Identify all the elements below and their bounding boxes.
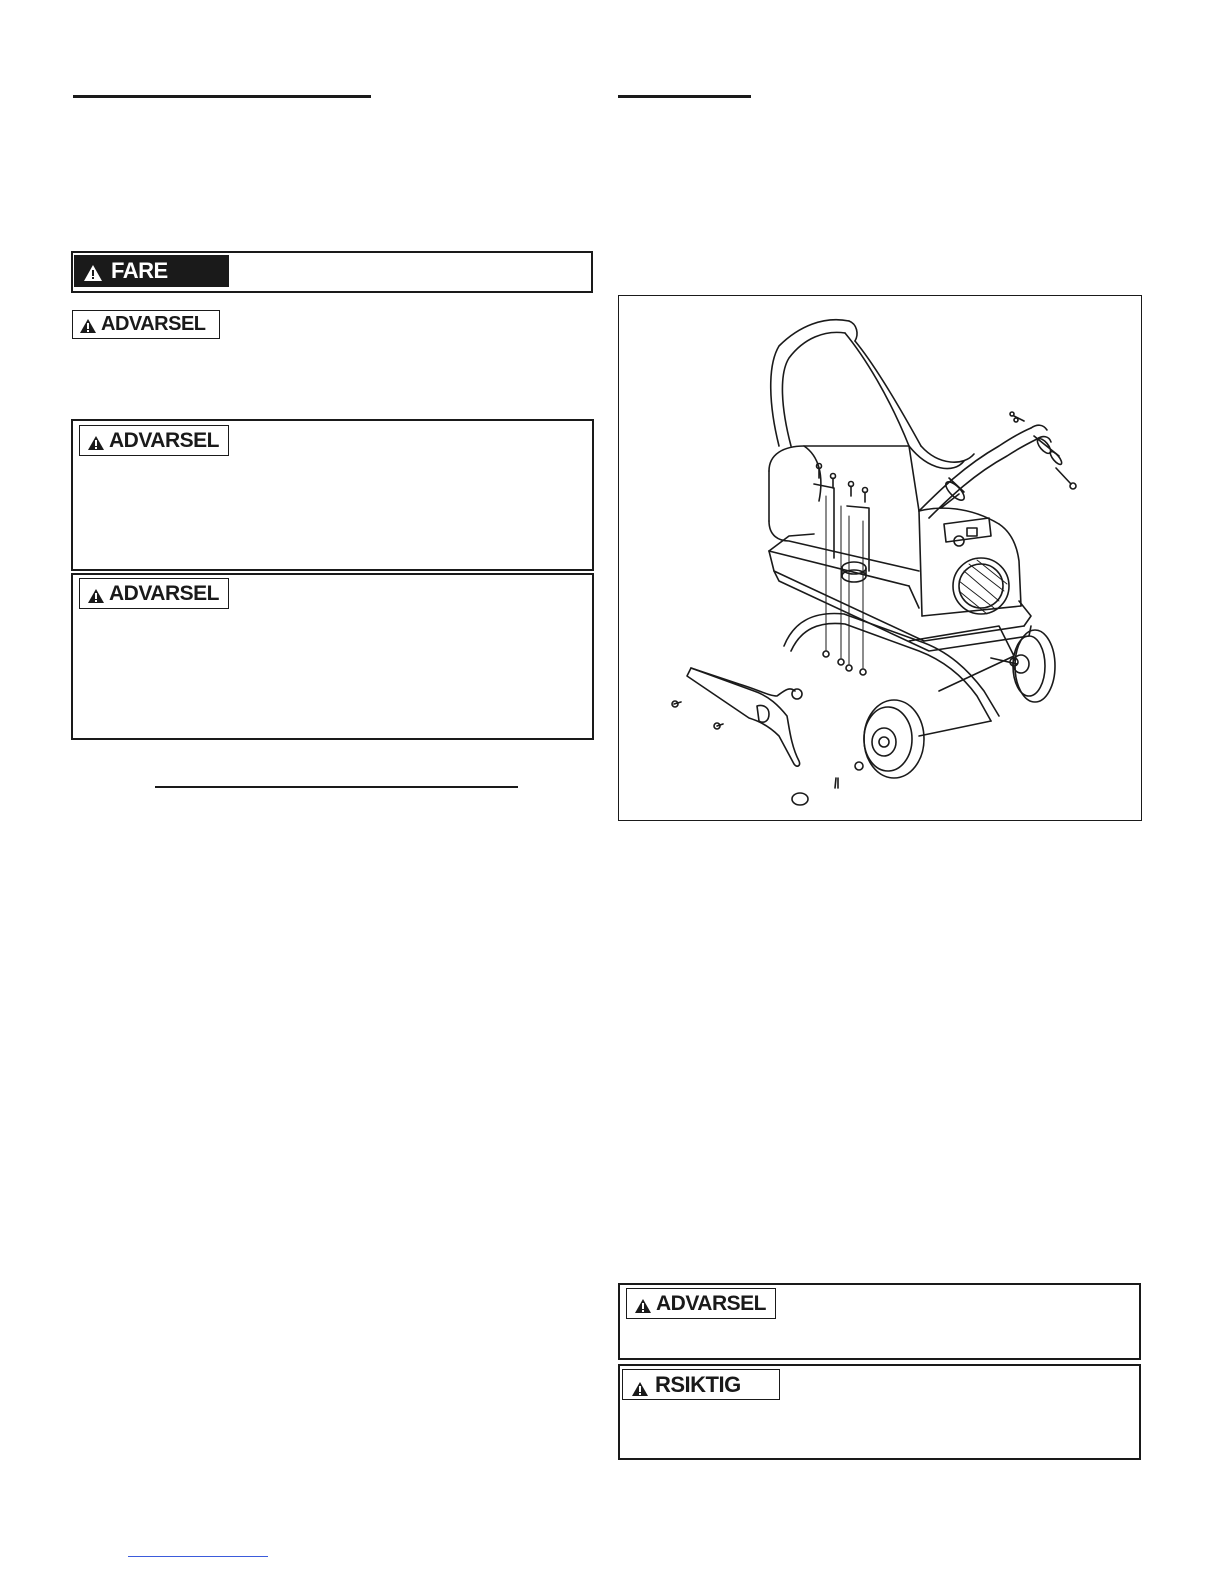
warning-triangle-icon bbox=[87, 433, 105, 449]
footer-link-underline[interactable] bbox=[128, 1556, 268, 1557]
warning-label-box-2 bbox=[79, 578, 229, 609]
warning-triangle-icon bbox=[634, 1296, 652, 1312]
warning-triangle-icon bbox=[79, 317, 97, 333]
caution-label-text: RSIKTIG bbox=[655, 1371, 741, 1397]
subheading-rule bbox=[155, 786, 518, 788]
warning-label-standalone bbox=[72, 310, 220, 339]
warning-label-text: ADVARSEL bbox=[101, 313, 206, 335]
warning-label-right bbox=[626, 1288, 776, 1319]
danger-label-text: FARE bbox=[111, 258, 168, 283]
warning-label-text: ADVARSEL bbox=[109, 581, 219, 605]
assembly-figure bbox=[618, 295, 1142, 821]
caution-label bbox=[622, 1369, 780, 1400]
heater-assembly-illustration bbox=[619, 296, 1141, 820]
danger-label bbox=[74, 255, 229, 287]
warning-label-box-1 bbox=[79, 425, 229, 456]
warning-label-text: ADVARSEL bbox=[656, 1291, 766, 1315]
warning-label-text: ADVARSEL bbox=[109, 428, 219, 452]
left-heading-rule bbox=[73, 95, 371, 98]
warning-triangle-icon bbox=[631, 1377, 649, 1393]
warning-triangle-icon bbox=[87, 586, 105, 602]
warning-triangle-icon bbox=[83, 262, 103, 280]
right-heading-rule bbox=[618, 95, 751, 98]
